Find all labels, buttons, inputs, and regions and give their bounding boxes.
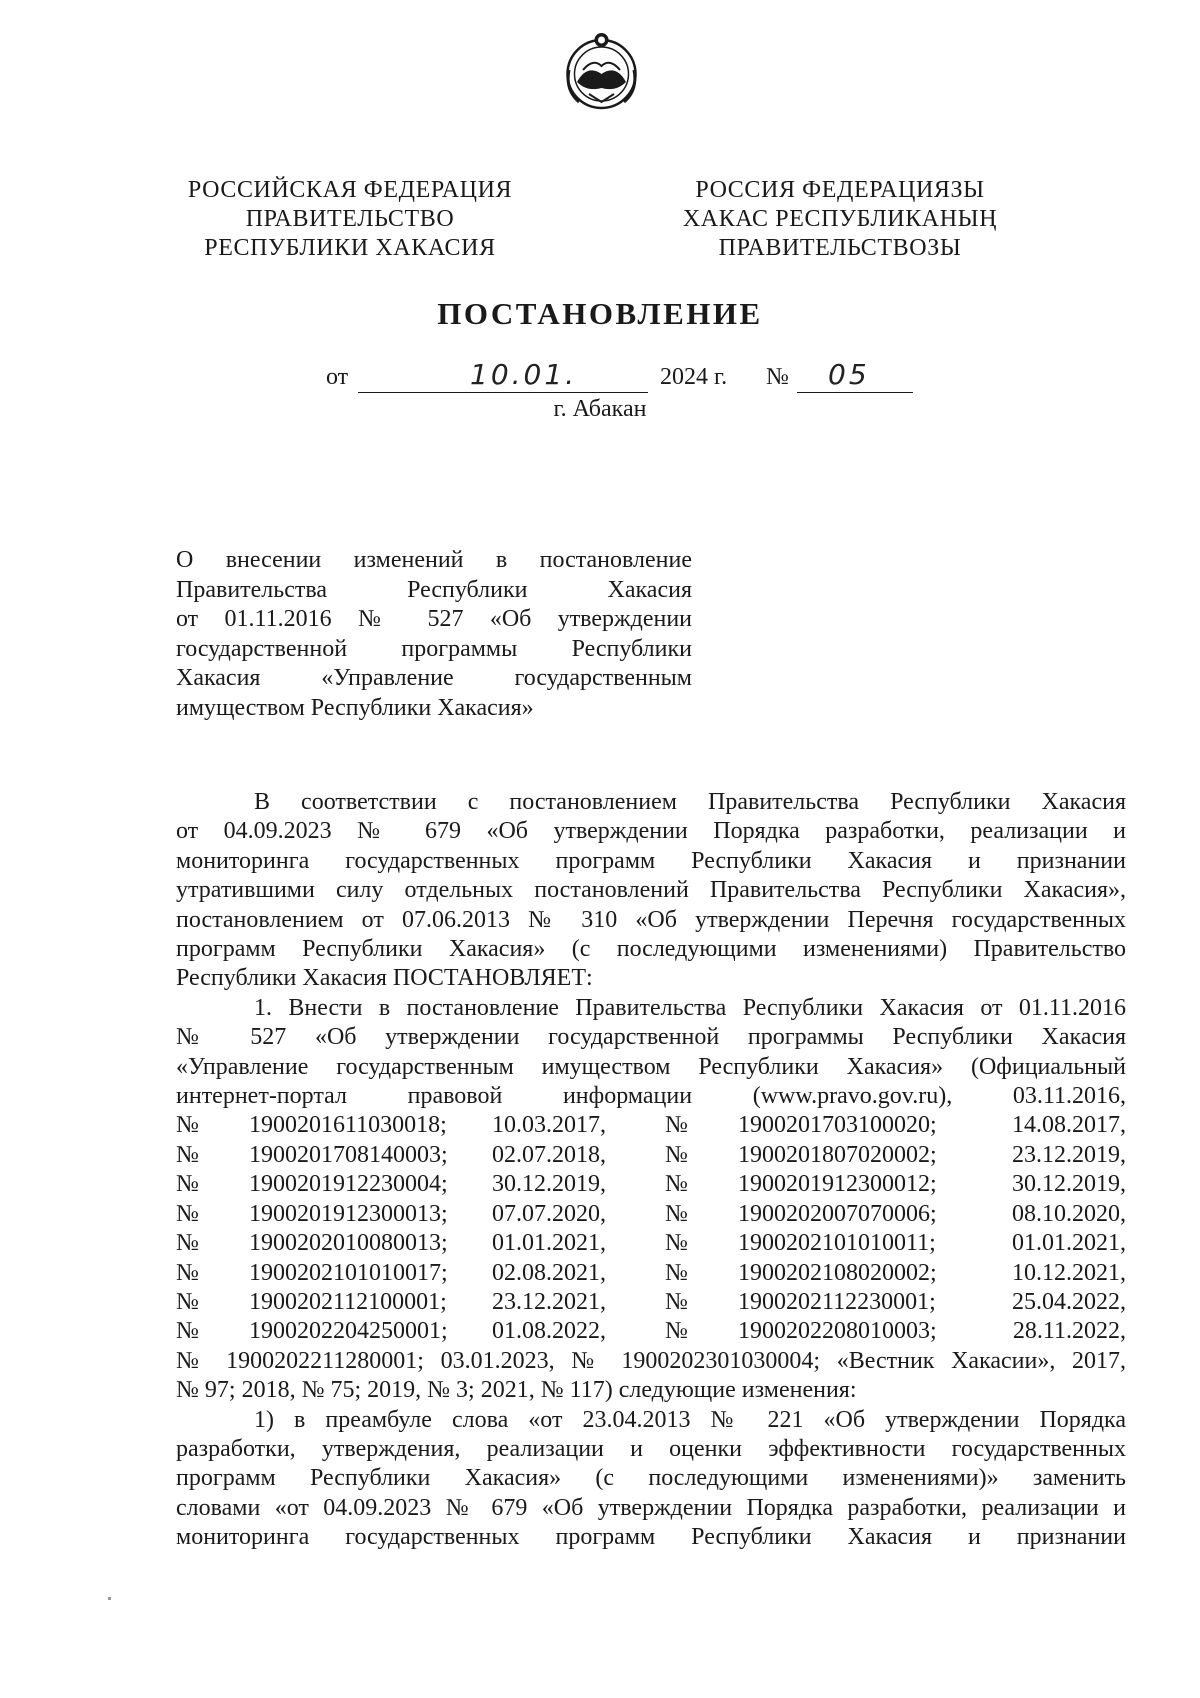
handwritten-number: 05	[828, 358, 870, 391]
registry-rows	[176, 1111, 1126, 1346]
registry-row	[176, 1200, 1126, 1229]
number-underline	[797, 392, 913, 393]
registry-cell: 1900202010080013;	[249, 1230, 448, 1257]
preamble-line: постановлением от 07.06.2013 № 310 «Об утверждении Перечня государственных	[176, 906, 1126, 933]
subject-line: от 01.11.2016 № 527 «Об утверждении	[176, 606, 692, 632]
item1-line: «Управление государственным имуществом Республики Хакасия» (Официальный	[176, 1053, 1126, 1080]
registry-cell: 1900202208010003;	[738, 1318, 937, 1345]
registry-cell: №	[665, 1259, 688, 1286]
registry-row	[176, 1288, 1126, 1317]
year-label: 2024 г.	[660, 364, 728, 390]
registry-cell: 1900201912300013;	[249, 1200, 448, 1227]
item1-tail-line: № 1900202211280001; 03.01.2023, № 1900202301030004; «Вестник Хакасии», 2017,	[176, 1347, 1126, 1374]
header-left-line: РЕСПУБЛИКИ ХАКАСИЯ	[204, 235, 496, 261]
date-prefix: от	[326, 364, 349, 390]
registry-row	[176, 1259, 1126, 1288]
subject-line: Хакасия «Управление государственным	[176, 665, 692, 691]
date-underline	[358, 392, 648, 393]
registry-cell: 25.04.2022,	[1012, 1288, 1126, 1315]
registry-cell: №	[176, 1318, 199, 1345]
registry-cell: 02.08.2021,	[492, 1259, 606, 1286]
registry-cell: 30.12.2019,	[1012, 1171, 1126, 1198]
registry-cell: 23.12.2021,	[492, 1288, 606, 1315]
registry-cell: 1900202101010011;	[738, 1230, 936, 1257]
registry-cell: №	[176, 1230, 199, 1257]
registry-cell: №	[665, 1141, 688, 1168]
registry-cell: 07.07.2020,	[492, 1200, 606, 1227]
registry-cell: 10.12.2021,	[1012, 1259, 1126, 1286]
city-label: г. Абакан	[553, 396, 647, 422]
header-right-line: ПРАВИТЕЛЬСТВОЗЫ	[718, 235, 962, 261]
registry-cell: 14.08.2017,	[1012, 1112, 1126, 1139]
registry-cell: 01.01.2021,	[492, 1230, 606, 1257]
registry-cell: 10.03.2017,	[492, 1112, 606, 1139]
preamble-line: Республики Хакасия ПОСТАНОВЛЯЕТ:	[176, 965, 593, 992]
header-right-block	[625, 176, 1055, 263]
registry-cell: 1900201611030018;	[249, 1112, 447, 1139]
registry-cell: 1900201912300012;	[738, 1171, 937, 1198]
registry-cell: 1900201807020002;	[738, 1141, 937, 1168]
registry-cell: 30.12.2019,	[492, 1171, 606, 1198]
registry-cell: №	[176, 1200, 199, 1227]
registry-cell: 1900202007070006;	[738, 1200, 937, 1227]
subitem1-line: мониторинга государственных программ Республики Хакасия и признании	[176, 1524, 1126, 1551]
registry-cell: №	[176, 1141, 199, 1168]
header-right-line: РОССИЯ ФЕДЕРАЦИЯЗЫ	[695, 177, 985, 203]
preamble-line: мониторинга государственных программ Республики Хакасия и признании	[176, 847, 1126, 874]
handwritten-date: 10.01.	[470, 358, 578, 391]
registry-cell: №	[665, 1318, 688, 1345]
registry-cell: №	[176, 1112, 199, 1139]
item1-tail-line: № 97; 2018, № 75; 2019, № 3; 2021, № 117) следующие изменения:	[176, 1377, 857, 1404]
subitem1-line: программ Республики Хакасия» (с последующими изменениями)» заменить	[176, 1465, 1126, 1492]
item1-line: интернет-портал правовой информации (www.pravo.gov.ru), 03.11.2016,	[176, 1083, 1126, 1110]
subject-line: имуществом Республики Хакасия»	[176, 694, 534, 721]
registry-cell: 01.08.2022,	[492, 1318, 606, 1345]
registry-cell: 28.11.2022,	[1012, 1318, 1126, 1345]
subitem1-line: словами «от 04.09.2023 № 679 «Об утверждении Порядка разработки, реализации и	[176, 1494, 1126, 1521]
registry-cell: 01.01.2021,	[1012, 1230, 1126, 1257]
registry-cell: 1900201703100020;	[738, 1112, 937, 1139]
number-sign: №	[766, 364, 789, 390]
registry-cell: №	[665, 1112, 688, 1139]
registry-cell: №	[665, 1230, 688, 1257]
registry-cell: 1900202108020002;	[738, 1259, 937, 1286]
registry-cell: 08.10.2020,	[1012, 1200, 1126, 1227]
registry-cell: 1900202112230001;	[738, 1288, 936, 1315]
preamble-line: В соответствии с постановлением Правительства Республики Хакасия	[254, 789, 1126, 815]
registry-cell: 23.12.2019,	[1012, 1141, 1126, 1168]
scan-speck	[108, 1597, 111, 1600]
registry-cell: №	[665, 1171, 688, 1198]
registry-cell: №	[176, 1288, 199, 1315]
registry-cell: 1900201708140003;	[249, 1141, 448, 1168]
registry-row	[176, 1229, 1126, 1258]
header-left-line: ПРАВИТЕЛЬСТВО	[245, 206, 455, 232]
registry-cell: №	[176, 1171, 199, 1198]
subitem1-line: 1) в преамбуле слова «от 23.04.2013 № 221 «Об утверждении Порядка	[254, 1406, 1126, 1433]
document-title: ПОСТАНОВЛЕНИЕ	[437, 296, 763, 331]
item1-line: 1. Внести в постановление Правительства Республики Хакасия от 01.11.2016	[254, 994, 1126, 1021]
registry-row	[176, 1111, 1126, 1140]
header-right-line: ХАКАС РЕСПУБЛИКАНЫҢ	[682, 206, 998, 232]
header-left-line: РОССИЙСКАЯ ФЕДЕРАЦИЯ	[187, 177, 513, 203]
registry-row	[176, 1170, 1126, 1199]
registry-cell: 1900202101010017;	[249, 1259, 448, 1286]
preamble-line: утратившими силу отдельных постановлений Правительства Республики Хакасия»,	[176, 877, 1126, 904]
registry-cell: 1900202204250001;	[249, 1318, 448, 1345]
document-body	[176, 788, 1126, 1553]
registry-cell: 02.07.2018,	[492, 1141, 606, 1168]
registry-cell: 1900201912230004;	[249, 1171, 448, 1198]
subject-line: государственной программы Республики	[176, 635, 692, 662]
header-left-block	[135, 176, 565, 263]
preamble-line: от 04.09.2023 № 679 «Об утверждении Порядка разработки, реализации и	[176, 818, 1126, 845]
item1-line: № 527 «Об утверждении государственной программы Республики Хакасия	[176, 1024, 1126, 1051]
registry-cell: №	[176, 1259, 199, 1286]
subject-block	[176, 546, 692, 723]
registry-cell: 1900202112100001;	[249, 1288, 447, 1315]
subject-line: О внесении изменений в постановление	[176, 547, 692, 573]
subject-line: Правительства Республики Хакасия	[176, 576, 692, 603]
coat-of-arms-emblem	[563, 30, 640, 112]
registry-row	[176, 1141, 1126, 1170]
subitem1-line: разработки, утверждения, реализации и оценки эффективности государственных	[176, 1435, 1126, 1462]
registry-cell: №	[665, 1288, 688, 1315]
registry-cell: №	[665, 1200, 688, 1227]
preamble-line: программ Республики Хакасия» (с последующими изменениями) Правительство	[176, 936, 1126, 963]
registry-row	[176, 1317, 1126, 1346]
